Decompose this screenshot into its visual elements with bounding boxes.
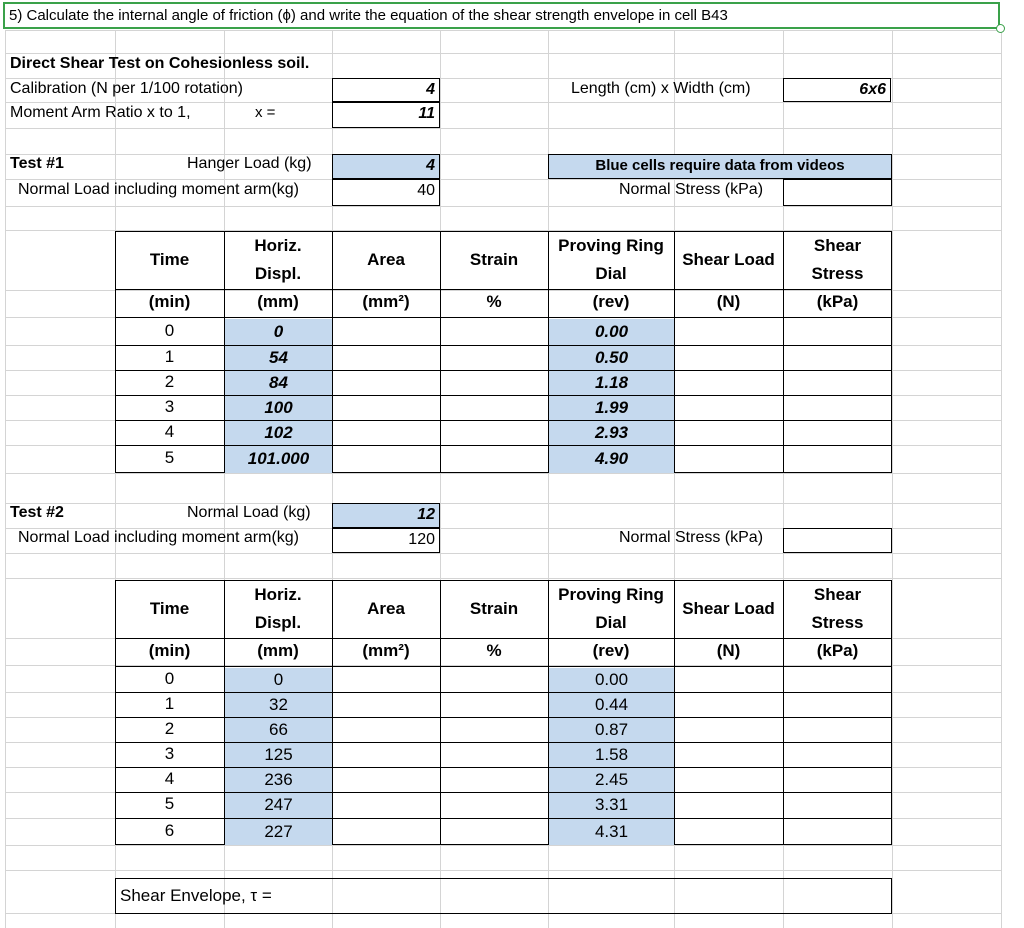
- test1-row5-area-cell[interactable]: [332, 445, 440, 473]
- test2-unit-ring: (rev): [592, 641, 630, 660]
- test2-header-ring: Proving Ring Dial: [558, 585, 664, 632]
- blue-cells-note: Blue cells require data from videos: [548, 154, 892, 179]
- test1-row1-shear-stress-cell[interactable]: [783, 345, 892, 370]
- test2-row0-strain-cell[interactable]: [440, 667, 548, 692]
- moment-arm-x-label: x =: [255, 104, 276, 121]
- test2-row4-shear-load-cell[interactable]: [674, 767, 783, 792]
- test1-row1-area-cell[interactable]: [332, 345, 440, 370]
- test1-hanger-load-cell[interactable]: 4: [332, 154, 440, 179]
- test1-header-ring: Proving Ring Dial: [558, 236, 664, 283]
- test1-row3-shear-load-cell[interactable]: [674, 395, 783, 420]
- test2-row4-area-cell[interactable]: [332, 767, 440, 792]
- test1-row2-time-cell[interactable]: 2: [164, 372, 175, 391]
- test2-row5-strain-cell[interactable]: [440, 792, 548, 818]
- test1-unit-ring: (rev): [592, 292, 630, 311]
- test2-row0-area-cell[interactable]: [332, 667, 440, 692]
- shear-envelope-cell[interactable]: [115, 878, 892, 914]
- test2-row3-disp-cell[interactable]: 125: [225, 743, 332, 767]
- test2-normal-stress-label: Normal Stress (kPa): [619, 529, 764, 546]
- test1-normal-stress-cell[interactable]: [783, 179, 892, 206]
- test1-normal-load-cell[interactable]: 40: [332, 179, 440, 206]
- calibration-label: Calibration (N per 1/100 rotation): [10, 80, 244, 97]
- test1-row0-time-cell[interactable]: 0: [164, 321, 175, 340]
- test2-row6-ring-cell[interactable]: 4.31: [549, 819, 674, 845]
- test1-row-divider: [115, 289, 892, 290]
- test1-row4-area-cell[interactable]: [332, 420, 440, 445]
- test2-unit-area: (mm²): [362, 641, 410, 660]
- test1-header-area: Area: [367, 250, 405, 269]
- test2-row2-area-cell[interactable]: [332, 717, 440, 742]
- test1-row1-disp-cell[interactable]: 54: [225, 346, 332, 370]
- test1-row0-area-cell[interactable]: [332, 318, 440, 345]
- test2-row4-ring-cell[interactable]: 2.45: [549, 768, 674, 792]
- test2-row3-shear-load-cell[interactable]: [674, 742, 783, 767]
- test1-row3-shear-stress-cell[interactable]: [783, 395, 892, 420]
- test2-row2-shear-stress-cell[interactable]: [783, 717, 892, 742]
- test2-normal-load-cell[interactable]: 12: [332, 503, 440, 528]
- test2-row6-area-cell[interactable]: [332, 818, 440, 845]
- test1-row5-ring-cell[interactable]: 4.90: [549, 446, 674, 473]
- test1-row4-strain-cell[interactable]: [440, 420, 548, 445]
- test2-name: Test #2: [10, 504, 64, 521]
- test2-row1-time-cell[interactable]: 1: [164, 694, 175, 713]
- calibration-value-cell[interactable]: 4: [332, 78, 440, 102]
- test1-unit-area: (mm²): [362, 292, 410, 311]
- test1-header-time: Time: [149, 250, 190, 269]
- test2-row0-disp-cell[interactable]: 0: [225, 668, 332, 692]
- test1-row2-shear-stress-cell[interactable]: [783, 370, 892, 395]
- test2-normal-load-label: Normal Load (kg): [187, 504, 311, 521]
- test2-row5-ring-cell[interactable]: 3.31: [549, 793, 674, 818]
- dimensions-value-cell[interactable]: 6x6: [783, 78, 891, 102]
- test1-row1-shear-load-cell[interactable]: [674, 345, 783, 370]
- test2-row1-shear-load-cell[interactable]: [674, 692, 783, 717]
- test2-row5-time-cell[interactable]: 5: [164, 794, 175, 813]
- test1-row3-strain-cell[interactable]: [440, 395, 548, 420]
- test1-row5-shear-load-cell[interactable]: [674, 445, 783, 473]
- test2-row3-time-cell[interactable]: 3: [164, 744, 175, 763]
- test2-header-shear-load: Shear Load: [682, 599, 775, 618]
- test2-row4-shear-stress-cell[interactable]: [783, 767, 892, 792]
- test2-row0-ring-cell[interactable]: 0.00: [549, 668, 674, 692]
- test2-row2-time-cell[interactable]: 2: [164, 719, 175, 738]
- test1-row0-shear-load-cell[interactable]: [674, 318, 783, 345]
- test1-header-shear-stress: Shear Stress: [811, 236, 864, 283]
- test2-normal-stress-cell[interactable]: [783, 528, 892, 553]
- test2-row0-time-cell[interactable]: 0: [164, 669, 175, 688]
- test1-normal-stress-label: Normal Stress (kPa): [619, 181, 764, 198]
- test1-row2-ring-cell[interactable]: 1.18: [549, 371, 674, 395]
- test2-row1-strain-cell[interactable]: [440, 692, 548, 717]
- test2-unit-disp: (mm): [257, 641, 299, 660]
- moment-arm-value-cell[interactable]: 11: [332, 102, 440, 128]
- test1-row4-time-cell[interactable]: 4: [164, 422, 175, 441]
- test1-row4-ring-cell[interactable]: 2.93: [549, 421, 674, 445]
- test2-row4-disp-cell[interactable]: 236: [225, 768, 332, 792]
- test2-row0-shear-stress-cell[interactable]: [783, 667, 892, 692]
- test1-unit-time: (min): [148, 292, 191, 311]
- test1-unit-shear-load: (N): [716, 292, 741, 311]
- shear-envelope-label: Shear Envelope, τ =: [120, 886, 272, 905]
- test1-header-strain: Strain: [469, 250, 519, 269]
- test2-row5-shear-load-cell[interactable]: [674, 792, 783, 818]
- test1-header-disp: Horiz. Displ.: [254, 236, 302, 283]
- sheet-title: Direct Shear Test on Cohesionless soil.: [10, 55, 310, 72]
- test1-row1-strain-cell[interactable]: [440, 345, 548, 370]
- moment-arm-label: Moment Arm Ratio x to 1,: [10, 104, 191, 121]
- test2-row1-shear-stress-cell[interactable]: [783, 692, 892, 717]
- test2-unit-shear-load: (N): [716, 641, 741, 660]
- test1-row5-shear-stress-cell[interactable]: [783, 445, 892, 473]
- test1-row4-shear-stress-cell[interactable]: [783, 420, 892, 445]
- test1-row3-ring-cell[interactable]: 1.99: [549, 396, 674, 420]
- test2-row6-time-cell[interactable]: 6: [164, 821, 175, 840]
- test1-unit-disp: (mm): [257, 292, 299, 311]
- test1-row0-disp-cell[interactable]: 0: [225, 319, 332, 345]
- test1-row1-time-cell[interactable]: 1: [164, 347, 175, 366]
- test1-row4-shear-load-cell[interactable]: [674, 420, 783, 445]
- test1-row5-strain-cell[interactable]: [440, 445, 548, 473]
- test1-row1-ring-cell[interactable]: 0.50: [549, 346, 674, 370]
- test2-row4-time-cell[interactable]: 4: [164, 769, 175, 788]
- test2-row5-disp-cell[interactable]: 247: [225, 793, 332, 818]
- test2-row5-shear-stress-cell[interactable]: [783, 792, 892, 818]
- test1-row3-area-cell[interactable]: [332, 395, 440, 420]
- test2-header-strain: Strain: [469, 599, 519, 618]
- test2-row6-shear-stress-cell[interactable]: [783, 818, 892, 845]
- test2-header-shear-stress: Shear Stress: [811, 585, 864, 632]
- test1-row4-disp-cell[interactable]: 102: [225, 421, 332, 445]
- test2-unit-shear-stress: (kPa): [816, 641, 859, 660]
- test1-row5-disp-cell[interactable]: 101.000: [225, 446, 332, 473]
- test2-row3-shear-stress-cell[interactable]: [783, 742, 892, 767]
- test1-row3-disp-cell[interactable]: 100: [225, 396, 332, 420]
- test2-row1-ring-cell[interactable]: 0.44: [549, 693, 674, 717]
- test2-row2-ring-cell[interactable]: 0.87: [549, 718, 674, 742]
- test2-row5-area-cell[interactable]: [332, 792, 440, 818]
- test2-row2-strain-cell[interactable]: [440, 717, 548, 742]
- test2-row3-strain-cell[interactable]: [440, 742, 548, 767]
- test1-row5-time-cell[interactable]: 5: [164, 448, 175, 467]
- test2-row6-shear-load-cell[interactable]: [674, 818, 783, 845]
- test2-row1-area-cell[interactable]: [332, 692, 440, 717]
- test2-row2-disp-cell[interactable]: 66: [225, 718, 332, 742]
- test2-header-time: Time: [149, 599, 190, 618]
- test1-row2-shear-load-cell[interactable]: [674, 370, 783, 395]
- test1-row2-area-cell[interactable]: [332, 370, 440, 395]
- test1-row0-ring-cell[interactable]: 0.00: [549, 319, 674, 345]
- test2-row2-shear-load-cell[interactable]: [674, 717, 783, 742]
- test2-row4-strain-cell[interactable]: [440, 767, 548, 792]
- test1-row0-strain-cell[interactable]: [440, 318, 548, 345]
- test1-row3-time-cell[interactable]: 3: [164, 397, 175, 416]
- test2-row6-disp-cell[interactable]: 227: [225, 819, 332, 845]
- test2-row1-disp-cell[interactable]: 32: [225, 693, 332, 717]
- test2-header-disp: Horiz. Displ.: [254, 585, 302, 632]
- test2-row-divider: [115, 638, 892, 639]
- test2-row6-strain-cell[interactable]: [440, 818, 548, 845]
- test1-header-shear-load: Shear Load: [682, 250, 775, 269]
- test1-name: Test #1: [10, 155, 64, 172]
- dimensions-label: Length (cm) x Width (cm): [571, 80, 751, 97]
- test2-header-area: Area: [367, 599, 405, 618]
- test2-row3-area-cell[interactable]: [332, 742, 440, 767]
- selected-cell-instruction[interactable]: [3, 2, 1000, 29]
- instruction-text: 5) Calculate the internal angle of friction (ϕ) and write the equation of the shear strength envelope in cell B43: [9, 7, 728, 24]
- test1-row0-shear-stress-cell[interactable]: [783, 318, 892, 345]
- test1-hanger-load-label: Hanger Load (kg): [187, 155, 312, 172]
- test2-row3-ring-cell[interactable]: 1.58: [549, 743, 674, 767]
- test2-unit-strain: %: [486, 641, 502, 660]
- test1-unit-shear-stress: (kPa): [816, 292, 859, 311]
- fill-handle[interactable]: [996, 24, 1005, 33]
- test1-row2-disp-cell[interactable]: 84: [225, 371, 332, 395]
- test2-normal-load-moment-cell[interactable]: 120: [332, 528, 440, 553]
- test2-unit-time: (min): [148, 641, 191, 660]
- test1-normal-load-label: Normal Load including moment arm(kg): [18, 181, 299, 198]
- test1-row2-strain-cell[interactable]: [440, 370, 548, 395]
- test1-unit-strain: %: [486, 292, 502, 311]
- test2-normal-load-moment-label: Normal Load including moment arm(kg): [18, 529, 299, 546]
- test2-row0-shear-load-cell[interactable]: [674, 667, 783, 692]
